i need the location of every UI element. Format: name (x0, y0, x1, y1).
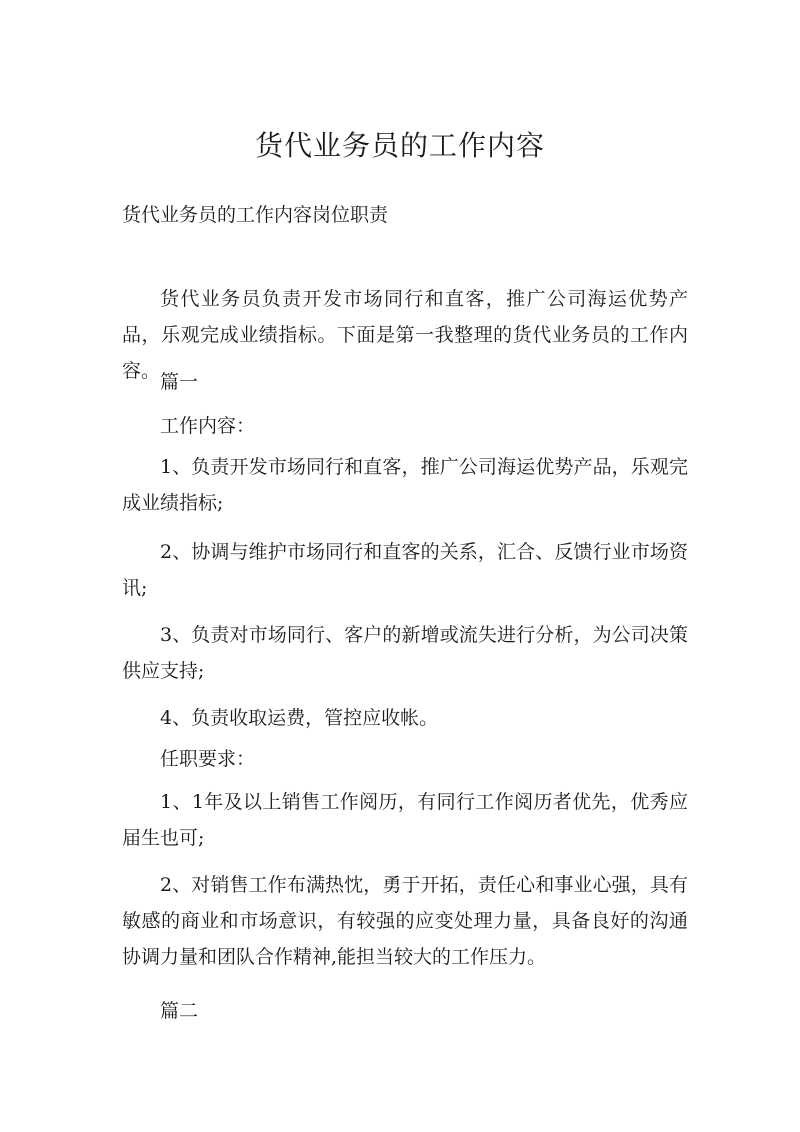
requirement-item-1: 1、1年及以上销售工作阅历，有同行工作阅历者优先，优秀应届生也可; (122, 791, 688, 849)
section-heading-part-two: 篇二 (160, 1000, 199, 1022)
duty-item-3: 3、负责对市场同行、客户的新增或流失进行分析，为公司决策供应支持; (122, 624, 688, 682)
requirements-heading: 任职要求： (160, 748, 256, 770)
document-title: 货代业务员的工作内容 (254, 129, 545, 162)
requirement-item-2: 2、对销售工作布满热忱，勇于开拓，责任心和事业心强，具有敏感的商业和市场意识，有较强的应变处理力量，具备良好的沟通协调力量和团队合作精神,能担当较大的工作压力。 (122, 874, 688, 968)
intro-paragraph: 货代业务员负责开发市场同行和直客，推广公司海运优势产品，乐观完成业绩指标。下面是第一我整理的货代业务员的工作内容。 (122, 288, 688, 382)
document-subtitle: 货代业务员的工作内容岗位职责 (122, 204, 389, 226)
section-heading-part-one: 篇一 (160, 371, 199, 393)
duty-item-2: 2、协调与维护市场同行和直客的关系，汇合、反馈行业市场资讯; (122, 541, 688, 599)
duty-item-4: 4、负责收取运费，管控应收帐。 (160, 707, 439, 729)
duty-item-1: 1、负责开发市场同行和直客，推广公司海运优势产品，乐观完成业绩指标; (122, 456, 688, 514)
job-content-heading: 工作内容： (160, 415, 256, 437)
